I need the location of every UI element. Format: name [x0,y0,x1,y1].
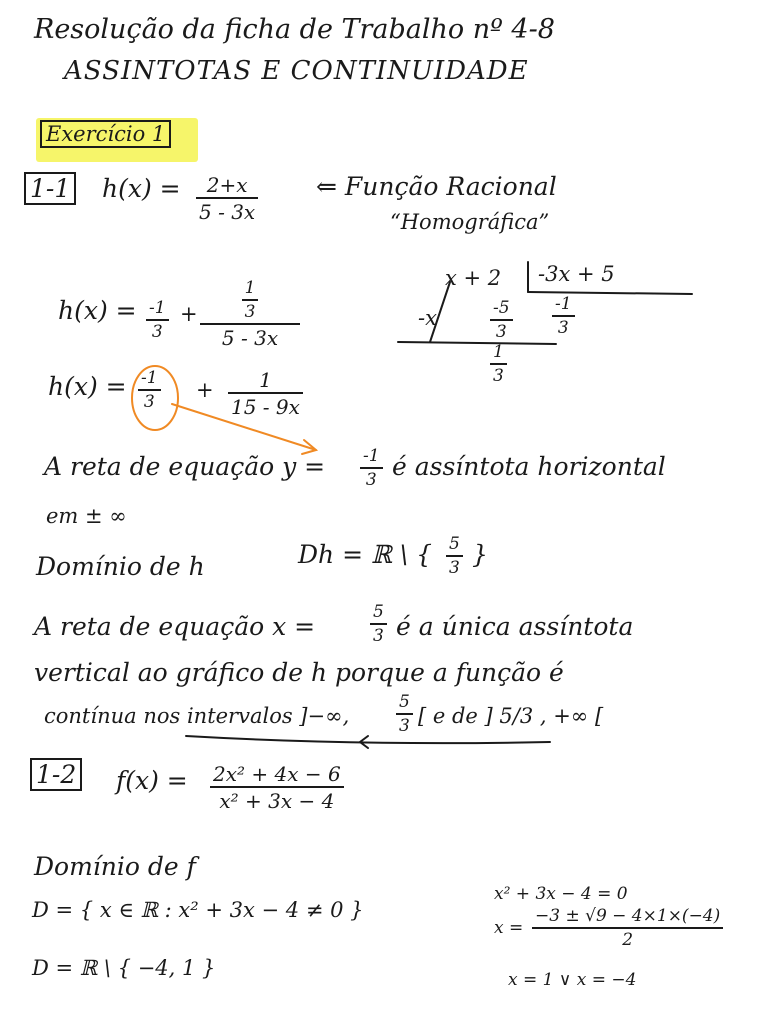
horizontal-asymptote-infinity: em ± ∞ [46,504,127,528]
division-remainder: 1 3 [490,344,507,386]
homographic-note: “Homográfica” [390,210,550,234]
quadratic-equation: x² + 3x − 4 = 0 [494,884,628,904]
vertical-asymptote-value: 5 3 [370,604,387,646]
vertical-asymptote-line2: vertical ao gráfico de h porque a função é [34,658,564,687]
domain-h-label: Domínio de h [36,552,205,581]
division-divisor: -3x + 5 [538,262,615,286]
domain-f-set: D = { x ∈ ℝ : x² + 3x − 4 ≠ 0 } [32,898,364,922]
h-definition-fraction: 2+x 5 - 3x [196,175,258,223]
f-definition-lhs: f(x) = [116,766,188,795]
domain-f-result: D = ℝ \ { −4, 1 } [32,956,216,980]
domain-f-label: Domínio de f [34,852,196,881]
h-rewrite-b-constant: -1 3 [138,370,161,412]
h-rewrite-b-lhs: h(x) = [48,372,127,401]
h-rewrite-a-fraction: $\frac{1}{3}$ 5 - 3x [200,276,300,349]
worksheet-subtitle: ASSINTOTAS E CONTINUIDADE [64,56,529,86]
h-rewrite-a-inner-fraction: $\frac{1}{3}$ [242,280,259,322]
h-rewrite-a-constant: -1 3 [146,300,169,342]
quadratic-formula-lhs: x = [494,918,524,938]
interval-underline [186,736,550,748]
domain-h-expression: Dh = ℝ \ { [298,540,432,569]
h-rewrite-a-plus: + [180,302,198,326]
h-rewrite-a-lhs: h(x) = [58,296,137,325]
division-dividend: x + 2 [445,266,502,290]
horizontal-asymptote-value: -1 3 [360,448,383,490]
f-definition-fraction: 2x² + 4x − 6 x² + 3x − 4 [210,764,344,812]
vertical-asymptote-line3: contínua nos intervalos ]−∞, [44,704,350,728]
quadratic-solutions: x = 1 ∨ x = −4 [508,970,637,990]
vertical-asymptote-line3-end: [ e de ] 5/3 , +∞ [ [418,704,604,728]
quadratic-formula-fraction: −3 ± √9 − 4×1×(−4) 2 [532,908,723,950]
horizontal-asymptote-text-end: é assíntota horizontal [392,452,666,481]
domain-h-excluded-value: 5 3 [446,536,463,578]
worksheet-title: Resolução da ficha de Trabalho nº 4-8 [34,14,555,45]
rational-function-note: ⇐ Função Racional [316,172,557,201]
part-1-1-tag: 1-1 [24,174,76,203]
division-quotient: -1 3 [552,296,575,338]
division-subtract-x: -x [418,306,437,330]
vertical-asymptote-line1: A reta de equação x = [34,612,316,641]
h-rewrite-b-fraction: 1 15 - 9x [228,370,303,418]
domain-h-close: } [472,540,488,569]
h-definition-lhs: h(x) = [102,174,181,203]
exercise-1-label: Exercício 1 [40,122,171,146]
vertical-asymptote-line1-end: é a única assíntota [396,612,634,641]
part-1-2-tag: 1-2 [30,760,82,789]
h-rewrite-b-plus: + [196,378,214,402]
horizontal-asymptote-text: A reta de equação y = [44,452,326,481]
division-subtract-const: -5 3 [490,300,513,342]
continuity-interval-bound: 5 3 [396,694,413,736]
